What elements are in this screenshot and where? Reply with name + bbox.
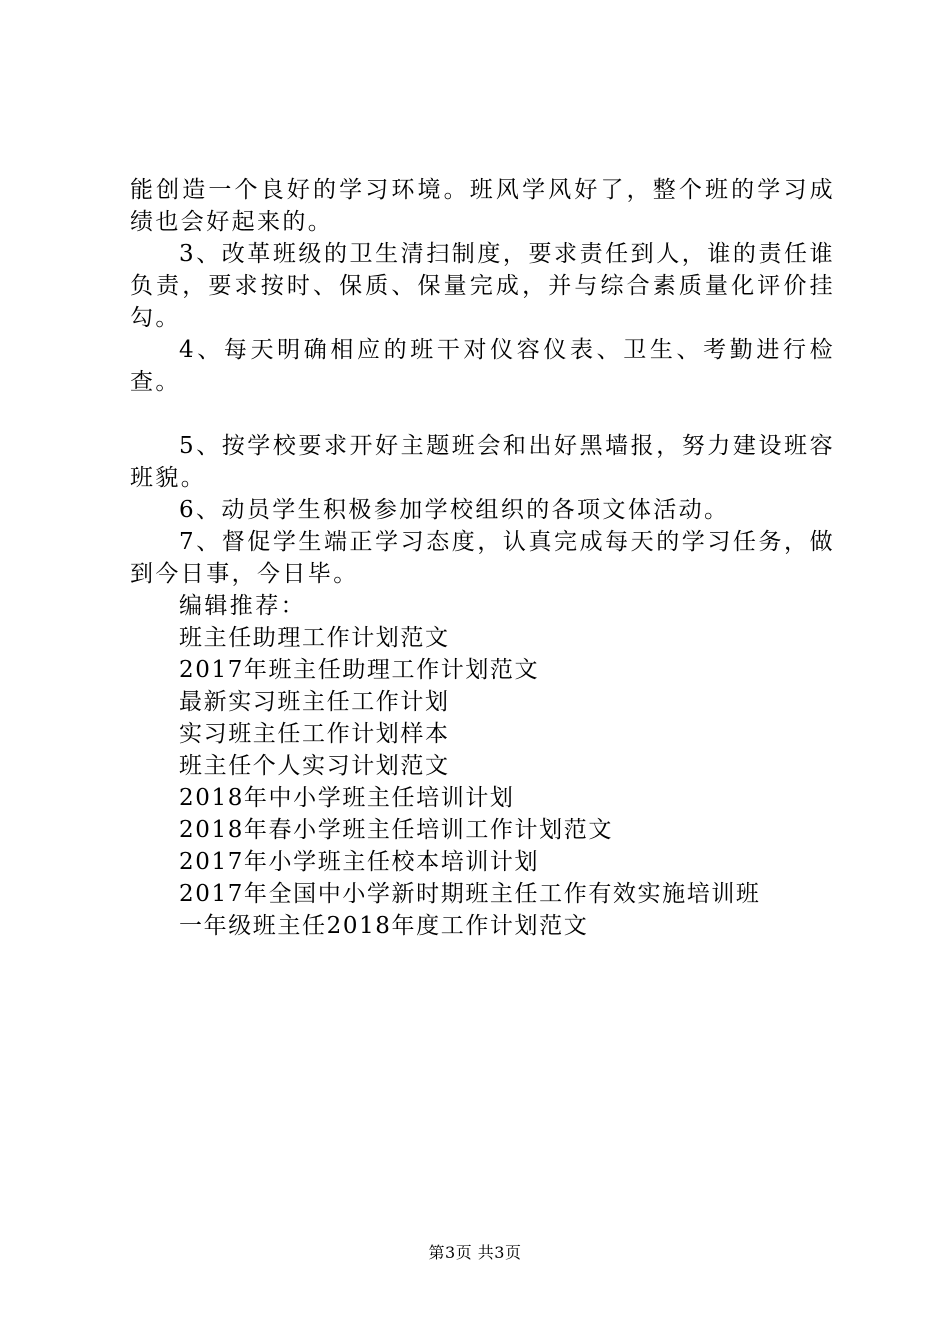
recommend-link[interactable]: 2018年中小学班主任培训计划 — [179, 785, 515, 811]
paragraph-item-3: 3、改革班级的卫生清扫制度，要求责任到人，谁的责任谁负责，要求按时、保质、保量完成，并与综合素质量化评价挂勾。 — [130, 241, 835, 331]
recommend-list — [130, 622, 835, 942]
recommend-link[interactable]: 2018年春小学班主任培训工作计划范文 — [179, 817, 613, 843]
recommend-link[interactable]: 2017年全国中小学新时期班主任工作有效实施培训班 — [179, 881, 761, 907]
paragraph-continuation: 能创造一个良好的学习环境。班风学风好了，整个班的学习成绩也会好起来的。 — [130, 177, 835, 235]
paragraph-item-5: 5、按学校要求开好主题班会和出好黑墙报，努力建设班容班貌。 — [130, 433, 835, 491]
recommend-heading: 编辑推荐： — [179, 593, 306, 619]
paragraph-item-4: 4、每天明确相应的班干对仪容仪表、卫生、考勤进行检查。 — [130, 337, 835, 395]
page-footer: 第3页 共3页 — [428, 1243, 522, 1262]
recommend-link[interactable]: 最新实习班主任工作计划 — [179, 689, 450, 715]
paragraph-gap — [130, 398, 835, 430]
document-body — [130, 174, 835, 942]
recommend-link[interactable]: 实习班主任工作计划样本 — [179, 721, 450, 747]
recommend-link[interactable]: 一年级班主任2018年度工作计划范文 — [179, 913, 589, 939]
recommend-link[interactable]: 班主任个人实习计划范文 — [179, 753, 450, 779]
recommend-link[interactable]: 2017年班主任助理工作计划范文 — [179, 657, 540, 683]
paragraph-item-7: 7、督促学生端正学习态度，认真完成每天的学习任务，做到今日事，今日毕。 — [130, 529, 835, 587]
recommend-link[interactable]: 2017年小学班主任校本培训计划 — [179, 849, 540, 875]
paragraph-item-6: 6、动员学生积极参加学校组织的各项文体活动。 — [179, 497, 730, 523]
recommend-link[interactable]: 班主任助理工作计划范文 — [179, 625, 450, 651]
